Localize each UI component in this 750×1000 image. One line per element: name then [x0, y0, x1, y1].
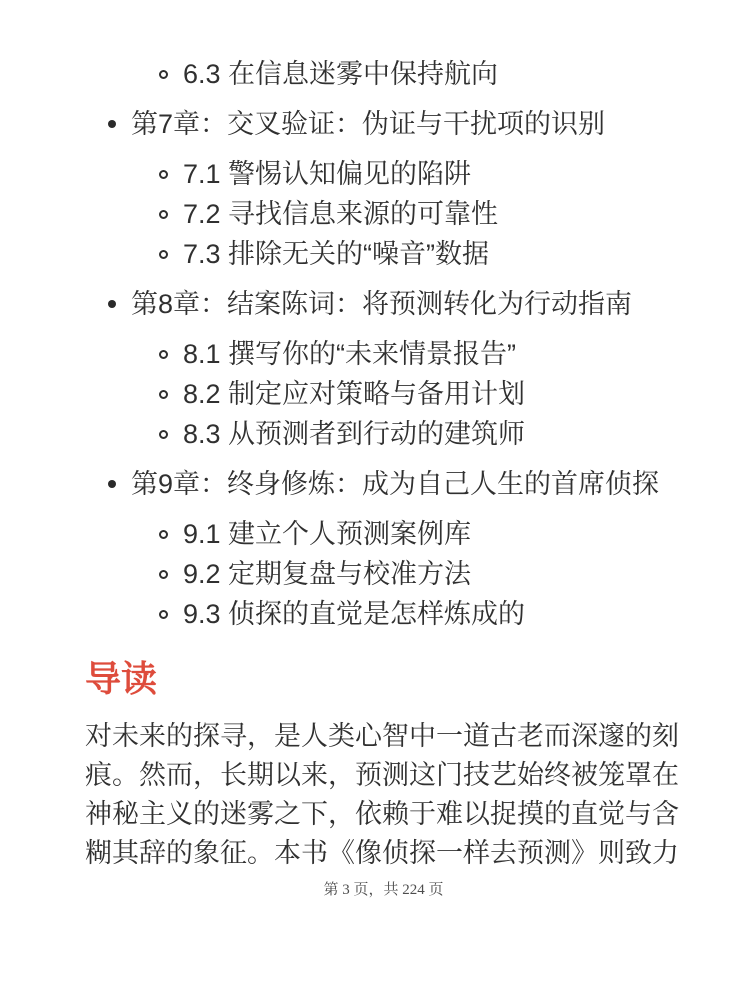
toc-item-label: 第8章：结案陈词：将预测转化为行动指南 — [131, 289, 633, 319]
toc-item-label: 7.2 寻找信息来源的可靠性 — [183, 199, 499, 229]
circle-bullet-icon — [159, 430, 168, 439]
toc-item-7-3 — [85, 237, 682, 271]
toc-item-label: 8.3 从预测者到行动的建筑师 — [183, 419, 526, 449]
paragraph-line: 对未来的探寻，是人类心智中一道古老而深邃的刻 — [85, 721, 679, 751]
toc-item-9-1 — [85, 517, 682, 551]
circle-bullet-icon — [159, 250, 168, 259]
intro-paragraph — [85, 717, 682, 873]
toc-item-9-3 — [85, 597, 682, 631]
circle-bullet-icon — [159, 570, 168, 579]
paragraph-line: 神秘主义的迷雾之下，依赖于难以捉摸的直觉与含 — [85, 799, 679, 829]
toc-item-7-1 — [85, 157, 682, 191]
disc-bullet-icon — [108, 300, 116, 308]
section-heading-daodu: 导读 — [85, 658, 158, 699]
toc-item-label: 7.3 排除无关的“噪音”数据 — [183, 239, 490, 269]
toc-item-label: 8.1 撰写你的“未来情景报告” — [183, 339, 517, 369]
toc-item-chapter-8 — [85, 287, 682, 321]
page-number-footer: 第 3 页，共 224 页 — [323, 882, 444, 898]
toc-item-chapter-9 — [85, 467, 682, 501]
toc-item-label: 9.1 建立个人预测案例库 — [183, 519, 472, 549]
toc-item-8-1 — [85, 337, 682, 371]
toc-item-chapter-7 — [85, 107, 682, 141]
toc-item-label: 6.3 在信息迷雾中保持航向 — [183, 59, 499, 89]
toc-item-label: 7.1 警惕认知偏见的陷阱 — [183, 159, 472, 189]
toc-item-label: 第9章：终身修炼：成为自己人生的首席侦探 — [131, 469, 660, 499]
toc-item-label: 9.2 定期复盘与校准方法 — [183, 559, 472, 589]
disc-bullet-icon — [108, 120, 116, 128]
disc-bullet-icon — [108, 480, 116, 488]
table-of-contents — [85, 0, 682, 631]
toc-item-label: 8.2 制定应对策略与备用计划 — [183, 379, 526, 409]
paragraph-line: 糊其辞的象征。本书《像侦探一样去预测》则致力 — [85, 838, 679, 868]
toc-item-6-3 — [85, 57, 682, 91]
toc-item-7-2 — [85, 197, 682, 231]
toc-item-label: 第7章：交叉验证：伪证与干扰项的识别 — [131, 109, 606, 139]
toc-item-9-2 — [85, 557, 682, 591]
toc-item-8-2 — [85, 377, 682, 411]
circle-bullet-icon — [159, 390, 168, 399]
circle-bullet-icon — [159, 350, 168, 359]
circle-bullet-icon — [159, 610, 168, 619]
circle-bullet-icon — [159, 170, 168, 179]
circle-bullet-icon — [159, 210, 168, 219]
toc-item-label: 9.3 侦探的直觉是怎样炼成的 — [183, 599, 526, 629]
toc-item-8-3 — [85, 417, 682, 451]
circle-bullet-icon — [159, 530, 168, 539]
paragraph-line: 痕。然而，长期以来，预测这门技艺始终被笼罩在 — [85, 760, 679, 790]
circle-bullet-icon — [159, 70, 168, 79]
